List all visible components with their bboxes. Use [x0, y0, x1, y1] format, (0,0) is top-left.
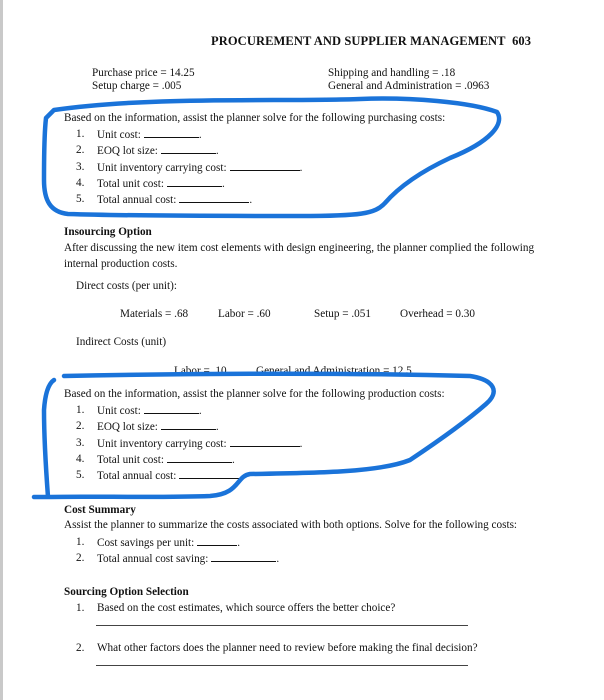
list-item: 4. Total unit cost: .: [76, 176, 225, 190]
page-number: 603: [512, 34, 532, 48]
list-item: 5. Total annual cost: .: [76, 193, 253, 207]
list-item: 4. Total unit cost: .: [76, 452, 235, 466]
list-item: 5. Total annual cost:: [64, 468, 302, 484]
answer-line-1[interactable]: [96, 625, 468, 626]
indirect-labor: Labor = .10: [174, 365, 227, 377]
answer-blank[interactable]: [230, 160, 300, 171]
indirect-general-admin: General and Administration = 12.5: [256, 365, 412, 377]
answer-blank[interactable]: [144, 127, 199, 138]
sourcing-selection-heading: Sourcing Option Selection: [64, 586, 189, 598]
cost-summary-heading: Cost Summary: [64, 504, 136, 516]
production-question-list: [64, 403, 302, 484]
list-item: 1. Unit cost: .: [76, 404, 202, 417]
answer-blank[interactable]: [161, 419, 216, 430]
answer-blank[interactable]: [197, 535, 237, 546]
list-item: 2. EOQ lot size: .: [76, 420, 219, 434]
purchasing-intro: Based on the information, assist the planner solve for the following purchasing costs:: [64, 112, 446, 124]
cost-summary-intro: Assist the planner to summarize the costs associated with both options. Solve for the following costs:: [64, 519, 518, 531]
answer-blank[interactable]: [211, 551, 276, 562]
production-intro: Based on the information, assist the planner solve for the following production costs:: [64, 388, 445, 400]
page-header: [211, 34, 531, 48]
insourcing-paragraph: After discussing the new item cost elements with design engineering, the planner complied the following internal production costs.: [64, 242, 535, 270]
answer-blank[interactable]: [161, 143, 216, 154]
purchasing-question-list: [64, 127, 302, 208]
list-item: 3. Unit inventory carrying cost: .: [76, 160, 303, 174]
overhead-cost: Overhead = 0.30: [400, 308, 475, 320]
setup-charge: Setup charge = .005: [92, 80, 182, 92]
answer-blank[interactable]: [144, 403, 199, 414]
list-item: 2. Total annual cost saving: .: [76, 552, 280, 566]
setup-cost: Setup = .051: [314, 308, 371, 320]
answer-blank[interactable]: [179, 192, 249, 203]
shipping-handling: Shipping and handling = .18: [328, 67, 456, 79]
general-admin: General and Administration = .0963: [328, 80, 490, 92]
list-item: 1. Cost savings per unit: .: [76, 536, 241, 549]
cost-summary-list: [64, 535, 279, 568]
answer-blank[interactable]: [167, 176, 222, 187]
sourcing-question-1: 1. Based on the cost estimates, which source offers the better choice?: [76, 602, 396, 614]
list-item: 1. Unit cost: .: [76, 128, 202, 141]
list-item: 2. EOQ lot size: .: [76, 144, 219, 158]
direct-costs-label: Direct costs (per unit):: [76, 280, 177, 292]
answer-blank[interactable]: [230, 436, 300, 447]
purchase-price: Purchase price = 14.25: [92, 67, 195, 79]
answer-line-2[interactable]: [96, 665, 468, 666]
answer-blank[interactable]: [167, 452, 232, 463]
indirect-costs-label: Indirect Costs (unit): [76, 336, 167, 348]
materials-cost: Materials = .68: [120, 308, 189, 320]
page-edge: [0, 0, 3, 700]
list-item: 3. Unit inventory carrying cost: .: [76, 436, 303, 450]
labor-cost: Labor = .60: [218, 308, 271, 320]
answer-blank[interactable]: [179, 468, 244, 479]
insourcing-heading: Insourcing Option: [64, 226, 152, 238]
sourcing-question-2: 2. What other factors does the planner need to review before making the final decision?: [76, 642, 478, 654]
header-title: PROCUREMENT AND SUPPLIER MANAGEMENT: [211, 34, 506, 48]
